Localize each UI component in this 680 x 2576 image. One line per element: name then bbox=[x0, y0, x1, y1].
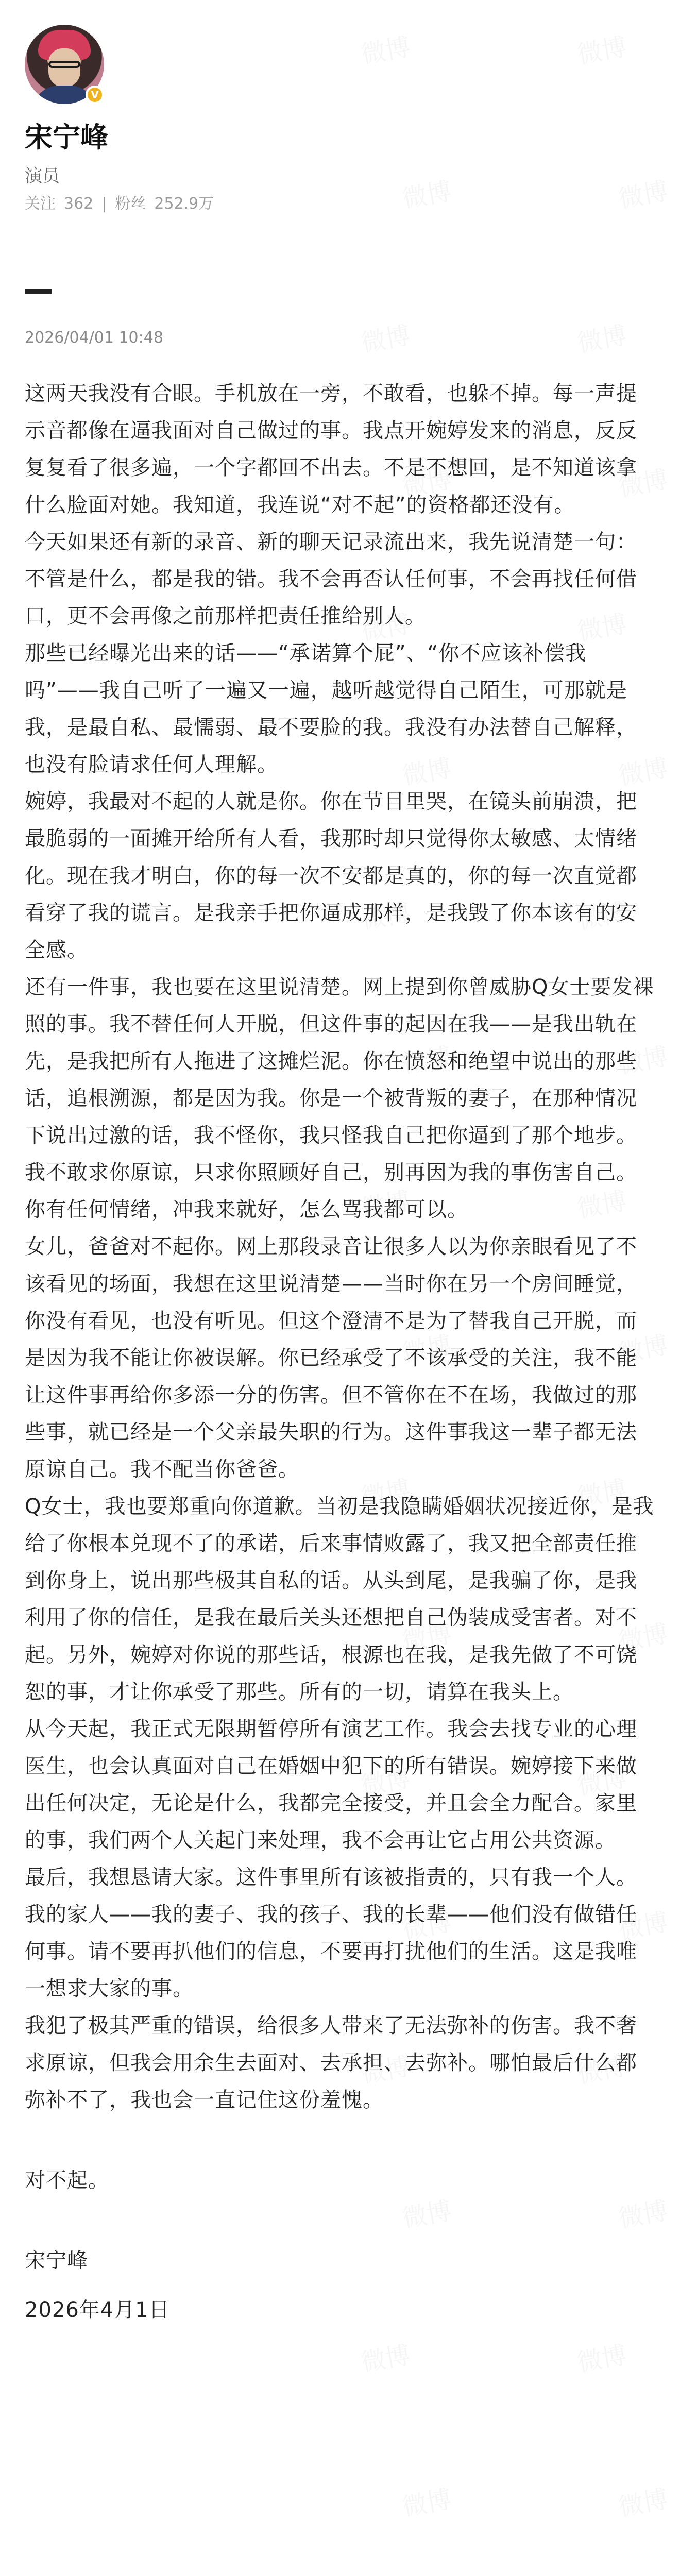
watermark-text bbox=[399, 2479, 454, 2523]
post-timestamp: 2026/04/01 10:48 bbox=[25, 329, 163, 347]
post-paragraph: 今天如果还有新的录音、新的聊天记录流出来，我先说清楚一句：不管是什么，都是我的错。我不会再否认任何事，不会再找任何借口，更不会再像之前那样把责任推给别人。 bbox=[25, 530, 637, 628]
followers-label: 粉丝 bbox=[115, 195, 146, 213]
profile-stats bbox=[25, 191, 222, 213]
watermark-text bbox=[574, 315, 630, 359]
post-paragraph: 婉婷，我最对不起的人就是你。你在节目里哭，在镜头前崩溃，把最脆弱的一面摊开给所有人看，我那时却只觉得你太敏感、太情绪化。现在我才明白，你的每一次不安都是真的，你的每一次直觉都看穿了我的谎言。是我亲手把你逼成那样，是我毁了你本该有的安全感。 bbox=[25, 790, 637, 962]
post-paragraph: 我犯了极其严重的错误，给很多人带来了无法弥补的伤害。我不奢求原谅，但我会用余生去面对、去承担、去弥补。哪怕最后什么都弥补不了，我也会一直记住这份羞愧。 bbox=[25, 2014, 637, 2112]
post-body bbox=[25, 375, 655, 2329]
post-signature-date: 2026年4月1日 bbox=[25, 2298, 170, 2322]
watermark-text bbox=[358, 2335, 413, 2379]
post-closing: 对不起。 bbox=[25, 2168, 109, 2192]
verified-badge-icon: V bbox=[86, 86, 104, 104]
profile-name[interactable]: 宋宁峰 bbox=[25, 121, 108, 154]
following-count[interactable]: 362 bbox=[64, 195, 94, 213]
stats-divider: | bbox=[101, 195, 107, 213]
post-paragraph: 最后，我想恳请大家。这件事里所有该被指责的，只有我一个人。我的家人——我的妻子、我的孩子、我的长辈——他们没有做错任何事。请不要再扒他们的信息，不要再打扰他们的生活。这是我唯一想求大家的事。 bbox=[25, 1866, 637, 2001]
post-paragraph: 那些已经曝光出来的话——“承诺算个屁”、“你不应该补偿我吗”——我自己听了一遍又一遍，越听越觉得自己陌生，可那就是我，是最自私、最懦弱、最不要脸的我。我没有办法替自己解释，也没有脸请求任何人理解。 bbox=[25, 641, 637, 776]
watermark-text bbox=[399, 171, 454, 215]
post-signature: 宋宁峰 bbox=[25, 2249, 88, 2273]
followers-count[interactable]: 252.9万 bbox=[154, 195, 214, 213]
profile-role: 演员 bbox=[25, 166, 60, 187]
following-label: 关注 bbox=[25, 195, 56, 213]
post-paragraph: Q女士，我也要郑重向你道歉。当初是我隐瞒婚姻状况接近你，是我给了你根本兑现不了的承诺，后来事情败露了，我又把全部责任推到你身上，说出那些极其自私的话。从头到尾，是我骗了你，是我利用了你的信任，是我在最后关头还想把自己伪装成受害者。对不起。另外，婉婷对你说的那些话，根源也在我，是我先做了不可饶恕的事，才让你承受了那些。所有的一切，请算在我头上。 bbox=[25, 1495, 654, 1704]
watermark-text bbox=[616, 171, 671, 215]
watermark-text bbox=[358, 315, 413, 359]
watermark-text bbox=[616, 2479, 671, 2523]
post-paragraph: 从今天起，我正式无限期暂停所有演艺工作。我会去找专业的心理医生，也会认真面对自己在婚姻中犯下的所有错误。婉婷接下来做出任何决定，无论是什么，我都完全接受，并且会全力配合。家里的事，我们两个人关起门来处理，我不会再让它占用公共资源。 bbox=[25, 1717, 637, 1852]
watermark-text bbox=[358, 27, 413, 71]
post-paragraph: 这两天我没有合眼。手机放在一旁，不敢看，也躲不掉。每一声提示音都像在逼我面对自己做过的事。我点开婉婷发来的消息，反反复复看了很多遍，一个字都回不出去。不是不想回，是不知道该拿什么脸面对她。我知道，我连说“对不起”的资格都还没有。 bbox=[25, 382, 637, 517]
post-paragraph: 还有一件事，我也要在这里说清楚。网上提到你曾威胁Q女士要发裸照的事。我不替任何人开脱，但这件事的起因在我——是我出轨在先，是我把所有人拖进了这摊烂泥。你在愤怒和绝望中说出的那些话，追根溯源，都是因为我。你是一个被背叛的妻子，在那种情况下说出过激的话，我不怪你，我只怪我自己把你逼到了那个地步。我不敢求你原谅，只求你照顾好自己，别再因为我的事伤害自己。你有任何情绪，冲我来就好，怎么骂我都可以。 bbox=[25, 975, 654, 1222]
post-paragraph: 女儿，爸爸对不起你。网上那段录音让很多人以为你亲眼看见了不该看见的场面，我想在这里说清楚——当时你在另一个房间睡觉，你没有看见，也没有听见。但这个澄清不是为了替我自己开脱，而是因为我不能让你被误解。你已经承受了不该承受的关注，我不能让这件事再给你多添一分的伤害。但不管你在不在场，我做过的那些事，就已经是一个父亲最失职的行为。这件事我这一辈子都无法原谅自己。我不配当你爸爸。 bbox=[25, 1235, 637, 1481]
watermark-text bbox=[574, 27, 630, 71]
watermark-text bbox=[574, 2335, 630, 2379]
section-divider bbox=[25, 289, 52, 294]
